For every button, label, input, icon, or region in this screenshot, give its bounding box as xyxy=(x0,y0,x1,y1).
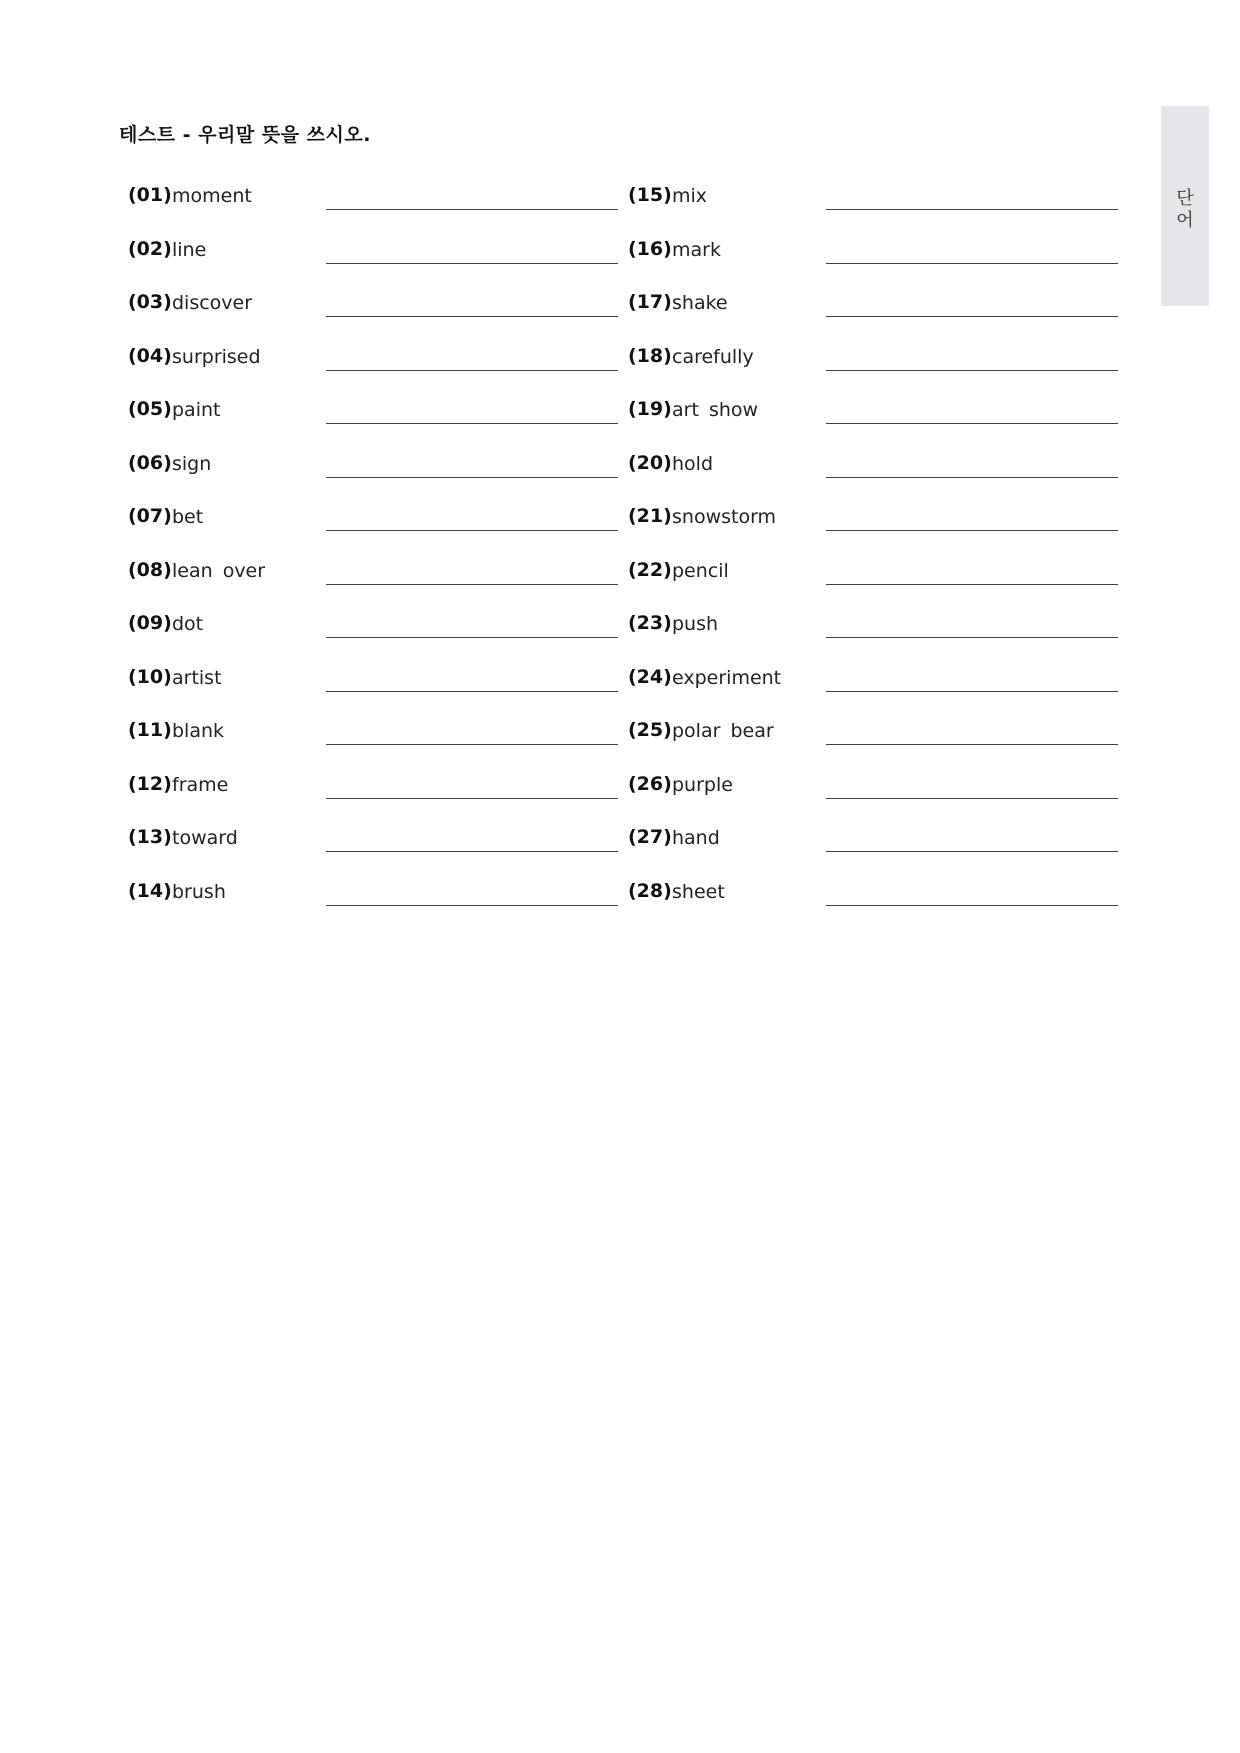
vocab-item xyxy=(128,341,628,395)
item-number: (15) xyxy=(628,184,672,206)
item-number: (27) xyxy=(628,826,672,848)
vocab-item xyxy=(128,448,628,502)
item-word: push xyxy=(672,613,719,635)
item-word: sheet xyxy=(672,880,725,903)
answer-blank-line[interactable] xyxy=(826,691,1118,692)
section-side-tab xyxy=(1161,106,1209,306)
item-word: bet xyxy=(172,506,204,528)
item-number: (17) xyxy=(628,291,672,313)
item-word: experiment xyxy=(672,666,782,689)
answer-blank-line[interactable] xyxy=(326,851,618,852)
vocab-item xyxy=(628,769,1128,823)
answer-blank-line[interactable] xyxy=(326,209,618,210)
item-word: moment xyxy=(172,185,252,207)
vocab-item xyxy=(128,501,628,555)
vocab-item xyxy=(628,341,1128,395)
vocab-item xyxy=(628,876,1128,930)
vocab-item xyxy=(128,822,628,876)
left-column xyxy=(128,180,628,929)
answer-blank-line[interactable] xyxy=(326,691,618,692)
answer-blank-line[interactable] xyxy=(326,423,618,424)
answer-blank-line[interactable] xyxy=(826,637,1118,638)
item-word: sign xyxy=(172,452,212,475)
vocab-item xyxy=(128,555,628,609)
item-word: pencil xyxy=(672,559,729,582)
item-number: (16) xyxy=(628,237,672,260)
item-word: lean over xyxy=(172,559,266,582)
answer-blank-line[interactable] xyxy=(826,316,1118,317)
right-column xyxy=(628,180,1128,929)
vocab-item xyxy=(628,180,1128,234)
vocab-item xyxy=(128,608,628,662)
item-number: (22) xyxy=(628,558,672,581)
vocab-item xyxy=(128,394,628,448)
item-number: (10) xyxy=(128,665,172,688)
item-word: hand xyxy=(672,827,720,849)
vocab-item xyxy=(628,394,1128,448)
vocab-item xyxy=(128,876,628,930)
answer-blank-line[interactable] xyxy=(326,370,618,371)
item-word: surprised xyxy=(172,345,261,368)
answer-blank-line[interactable] xyxy=(826,530,1118,531)
item-number: (21) xyxy=(628,505,672,527)
item-number: (25) xyxy=(628,719,672,741)
item-number: (23) xyxy=(628,612,672,634)
answer-blank-line[interactable] xyxy=(326,905,618,906)
vocab-item xyxy=(628,501,1128,555)
item-number: (28) xyxy=(628,879,672,902)
vocab-item xyxy=(628,555,1128,609)
answer-blank-line[interactable] xyxy=(326,744,618,745)
answer-blank-line[interactable] xyxy=(826,905,1118,906)
item-number: (08) xyxy=(128,558,172,581)
item-number: (12) xyxy=(128,772,172,795)
answer-blank-line[interactable] xyxy=(826,263,1118,264)
item-word: discover xyxy=(172,292,253,314)
item-number: (01) xyxy=(128,184,172,206)
vocab-item xyxy=(128,180,628,234)
item-number: (05) xyxy=(128,398,172,420)
vocab-item xyxy=(128,234,628,288)
item-word: polar bear xyxy=(672,720,774,742)
item-number: (11) xyxy=(128,719,172,741)
item-number: (04) xyxy=(128,344,172,367)
vocab-item xyxy=(628,234,1128,288)
vocabulary-test xyxy=(128,180,1128,929)
item-number: (18) xyxy=(628,344,672,367)
item-number: (06) xyxy=(128,451,172,474)
answer-blank-line[interactable] xyxy=(326,263,618,264)
answer-blank-line[interactable] xyxy=(826,798,1118,799)
item-number: (26) xyxy=(628,772,672,795)
item-number: (03) xyxy=(128,291,172,313)
item-number: (07) xyxy=(128,505,172,527)
item-number: (24) xyxy=(628,665,672,688)
answer-blank-line[interactable] xyxy=(826,584,1118,585)
item-number: (20) xyxy=(628,451,672,474)
vocab-item xyxy=(128,287,628,341)
answer-blank-line[interactable] xyxy=(826,209,1118,210)
vocab-item xyxy=(128,769,628,823)
item-word: mark xyxy=(672,238,721,261)
item-word: purple xyxy=(672,773,733,796)
item-number: (19) xyxy=(628,398,672,420)
item-word: brush xyxy=(172,880,226,903)
answer-blank-line[interactable] xyxy=(826,744,1118,745)
page-title: 테스트 - 우리말 뜻을 쓰시오. xyxy=(119,124,371,146)
item-word: artist xyxy=(172,666,222,689)
vocab-item xyxy=(628,608,1128,662)
answer-blank-line[interactable] xyxy=(326,637,618,638)
answer-blank-line[interactable] xyxy=(326,530,618,531)
item-word: shake xyxy=(672,292,728,314)
answer-blank-line[interactable] xyxy=(826,851,1118,852)
item-word: toward xyxy=(172,827,238,849)
item-number: (13) xyxy=(128,826,172,848)
item-number: (14) xyxy=(128,879,172,902)
item-number: (02) xyxy=(128,237,172,260)
item-word: art show xyxy=(672,399,759,421)
item-word: snowstorm xyxy=(672,506,777,528)
vocab-item xyxy=(128,662,628,716)
item-word: frame xyxy=(172,773,229,796)
side-tab-label: 단어 xyxy=(1176,188,1194,231)
item-word: paint xyxy=(172,399,221,421)
answer-blank-line[interactable] xyxy=(326,798,618,799)
item-word: hold xyxy=(672,452,714,475)
item-word: blank xyxy=(172,720,225,742)
item-word: dot xyxy=(172,613,204,635)
answer-blank-line[interactable] xyxy=(326,584,618,585)
vocab-item xyxy=(628,287,1128,341)
answer-blank-line[interactable] xyxy=(826,423,1118,424)
answer-blank-line[interactable] xyxy=(826,477,1118,478)
vocab-item xyxy=(628,822,1128,876)
item-word: line xyxy=(172,238,207,261)
item-word: carefully xyxy=(672,345,754,368)
answer-blank-line[interactable] xyxy=(326,316,618,317)
answer-blank-line[interactable] xyxy=(826,370,1118,371)
item-word: mix xyxy=(672,185,708,207)
vocab-item xyxy=(128,715,628,769)
item-number: (09) xyxy=(128,612,172,634)
answer-blank-line[interactable] xyxy=(326,477,618,478)
vocab-item xyxy=(628,448,1128,502)
vocab-item xyxy=(628,715,1128,769)
vocab-item xyxy=(628,662,1128,716)
